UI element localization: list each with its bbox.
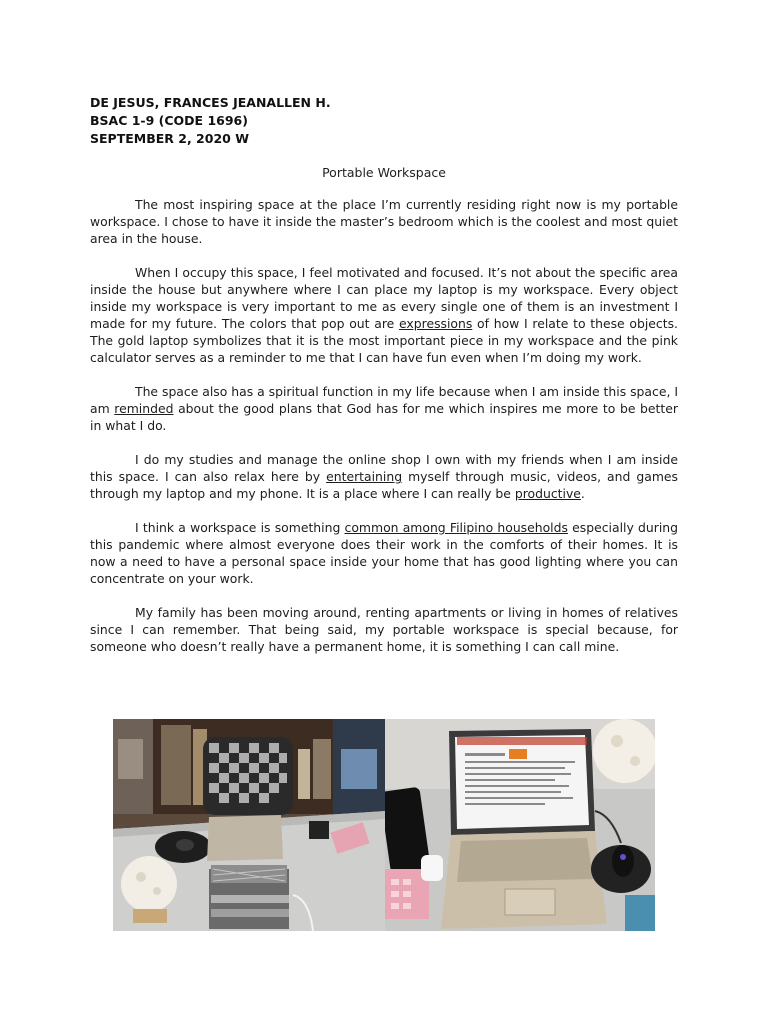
paragraph-text: My family has been moving around, renting apartments or living in homes of relatives since I can remember. That being said, my portable workspace is special because, for someone who doesn’t really have a permanent home, it is something I can call mine. [90, 605, 678, 654]
underlined-phrase: reminded [114, 401, 174, 416]
author-name: DE JESUS, FRANCES JEANALLEN H. [90, 95, 331, 110]
course-section: BSAC 1-9 (CODE 1696) [90, 113, 248, 128]
workspace-photos [113, 719, 655, 931]
paragraph [90, 383, 678, 434]
paragraph-text: . [580, 486, 585, 501]
workspace-photo-right [385, 719, 655, 931]
workspace-photo-right-image [385, 719, 655, 931]
paragraph-text: myself through music, videos, and games through my laptop and my phone. It is a place where I can really be [90, 469, 678, 501]
underlined-phrase: expressions [399, 316, 473, 331]
document-header [90, 94, 690, 148]
paragraph-text: I do my studies and manage the online shop I own with my friends when I am inside this space. I can also relax here by [90, 452, 678, 484]
paragraph [90, 196, 678, 247]
document-date: SEPTEMBER 2, 2020 W [90, 131, 249, 146]
paragraph [90, 519, 678, 587]
paragraph [90, 264, 678, 366]
paragraph-text: I think a workspace is something [135, 520, 345, 535]
workspace-photo-left [113, 719, 385, 931]
paragraph [90, 451, 678, 502]
underlined-phrase: productive [514, 486, 581, 501]
paragraph-text: especially during this pandemic where almost everyone does their work in the comforts of their homes. It is now a need to have a personal space inside your home that has good lighting where you can concentrate on your work. [90, 520, 678, 586]
paragraph-text: The most inspiring space at the place I’m currently residing right now is my portable workspace. I chose to have it inside the master’s bedroom which is the coolest and most quiet area in the house. [90, 197, 678, 246]
document-title: Portable Workspace [322, 165, 446, 180]
underlined-phrase: common among Filipino households [344, 520, 568, 535]
workspace-photo-left-image [113, 719, 385, 931]
document-body [90, 196, 678, 672]
paragraph-text: When I occupy this space, I feel motivated and focused. It’s not about the specific area inside the house but anywhere where I can place my laptop is my workspace. Every object inside my workspace is very important to me as every single one of them is an investment I made for my future. The colors that pop out are [90, 265, 678, 331]
underlined-phrase: entertaining [326, 469, 403, 484]
paragraph-text: of how I relate to these objects. The gold laptop symbolizes that it is the most important piece in my workspace and the pink calculator serves as a reminder to me that I can have fun even when I’m doing my work. [90, 316, 678, 365]
paragraph-text: about the good plans that God has for me which inspires me more to be better in what I do. [90, 401, 678, 433]
paragraph [90, 604, 678, 655]
paragraph-text: The space also has a spiritual function in my life because when I am inside this space, I am [90, 384, 678, 416]
